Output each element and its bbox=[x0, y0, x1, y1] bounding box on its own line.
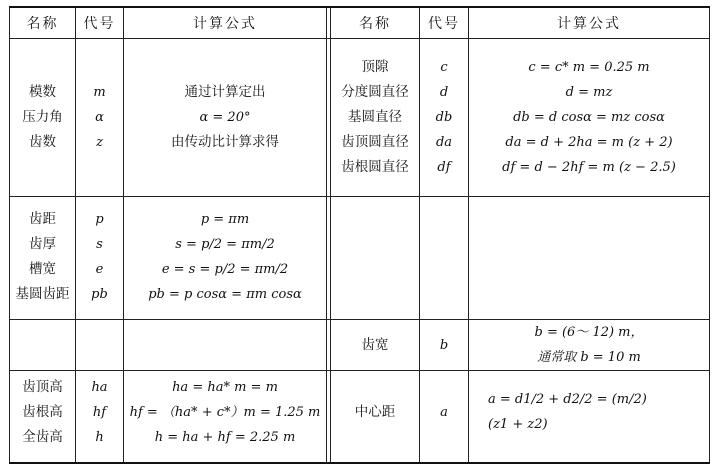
name-tooth-thickness: 齿厚 bbox=[29, 236, 56, 252]
left-g2-codes bbox=[76, 205, 123, 309]
formula-pitch-diameter: d = mz bbox=[565, 84, 613, 100]
left-g1-formulas bbox=[124, 77, 326, 157]
formula-dedendum: hf = （ha* + c*）m = 1.25 m bbox=[129, 404, 321, 420]
formula-center-distance: a = d1/2 + d2/2 = (m/2) bbox=[488, 392, 647, 407]
name-base-diameter: 基圆直径 bbox=[348, 108, 402, 125]
table-border-right bbox=[709, 6, 710, 463]
code-pressure-angle: α bbox=[95, 109, 104, 125]
formula-face-width-note: 通常取 b = 10 m bbox=[537, 350, 641, 365]
left-g2-names bbox=[10, 205, 75, 309]
name-teeth-count: 齿数 bbox=[29, 133, 56, 150]
formula-pressure-angle: α = 20° bbox=[199, 109, 251, 125]
header-name-left: 名称 bbox=[26, 15, 59, 32]
name-space-width: 槽宽 bbox=[29, 261, 56, 277]
code-dedendum: hf bbox=[92, 404, 107, 420]
formula-base-pitch: pb = p cosα = πm cosα bbox=[148, 287, 302, 302]
formula-pitch: p = πm bbox=[200, 212, 250, 227]
name-dedendum: 齿根高 bbox=[22, 403, 63, 420]
code-space-width: e bbox=[95, 262, 104, 277]
formula-root-diameter: df = d − 2hf = m (z − 2.5) bbox=[502, 159, 676, 175]
formula-space-width: e = s = p/2 = πm/2 bbox=[161, 262, 289, 277]
name-root-diameter: 齿根圆直径 bbox=[341, 158, 409, 175]
formula-teeth-count: 由传动比计算求得 bbox=[171, 133, 279, 150]
code-clearance: c bbox=[440, 59, 448, 75]
code-tip-diameter: da bbox=[435, 134, 453, 150]
left-g2-formulas bbox=[124, 205, 326, 309]
header-formula-right: 计算公式 bbox=[557, 15, 621, 32]
left-g4-formulas bbox=[124, 372, 326, 452]
formula-module: 通过计算定出 bbox=[184, 83, 266, 100]
code-tooth-thickness: s bbox=[96, 237, 103, 252]
formula-whole-depth: h = ha + hf = 2.25 m bbox=[154, 429, 296, 445]
name-tip-diameter: 齿顶圆直径 bbox=[341, 133, 409, 150]
table-bottom-rule bbox=[9, 462, 710, 464]
formula-clearance: c = c* m = 0.25 m bbox=[528, 59, 650, 75]
header-code-left: 代号 bbox=[83, 15, 116, 32]
formula-face-width: b = (6～ 12) m， bbox=[534, 325, 644, 340]
right-g1-names bbox=[331, 52, 419, 182]
code-teeth-count: z bbox=[96, 134, 103, 150]
formula-center-distance-cont: (z1 + z2) bbox=[488, 417, 548, 432]
header-rule bbox=[9, 38, 710, 39]
code-face-width: b bbox=[439, 337, 449, 353]
right-g1-formulas bbox=[469, 52, 709, 182]
name-clearance: 顶隙 bbox=[361, 58, 389, 75]
code-pitch-diameter: d bbox=[439, 84, 449, 100]
code-base-pitch: pb bbox=[91, 287, 108, 302]
right-g3-formulas bbox=[469, 320, 709, 370]
formula-tooth-thickness: s = p/2 = πm/2 bbox=[175, 237, 275, 252]
formula-addendum: ha = ha* m = m bbox=[172, 379, 278, 395]
code-addendum: ha bbox=[91, 379, 108, 395]
header-code-right: 代号 bbox=[428, 15, 460, 32]
left-g4-names bbox=[10, 372, 75, 452]
code-pitch: p bbox=[95, 212, 104, 227]
formula-tip-diameter: da = d + 2ha = m (z + 2) bbox=[505, 134, 673, 150]
name-module: 模数 bbox=[29, 83, 56, 100]
name-pressure-angle: 压力角 bbox=[22, 108, 63, 125]
right-g1-codes bbox=[420, 52, 468, 182]
center-divider bbox=[326, 6, 327, 463]
name-whole-depth: 全齿高 bbox=[22, 428, 63, 445]
row-rule bbox=[9, 196, 710, 197]
name-base-pitch: 基圆齿距 bbox=[15, 286, 70, 302]
code-module: m bbox=[93, 84, 106, 100]
formula-base-diameter: db = d cosα = mz cosα bbox=[513, 109, 665, 125]
name-pitch-diameter: 分度圆直径 bbox=[341, 83, 409, 100]
code-whole-depth: h bbox=[95, 429, 104, 445]
name-center-distance: 中心距 bbox=[354, 403, 396, 420]
header-formula-left: 计算公式 bbox=[193, 15, 257, 32]
name-pitch: 齿距 bbox=[29, 211, 56, 227]
code-center-distance: a bbox=[440, 404, 448, 420]
name-addendum: 齿顶高 bbox=[22, 378, 63, 395]
code-root-diameter: df bbox=[437, 159, 451, 175]
left-g1-names bbox=[10, 77, 75, 157]
left-g4-codes bbox=[76, 372, 123, 452]
right-g4-formulas bbox=[488, 371, 709, 453]
code-base-diameter: db bbox=[435, 109, 453, 125]
name-face-width: 齿宽 bbox=[361, 336, 389, 353]
left-g1-codes bbox=[76, 77, 123, 157]
header-name-right: 名称 bbox=[359, 15, 391, 32]
